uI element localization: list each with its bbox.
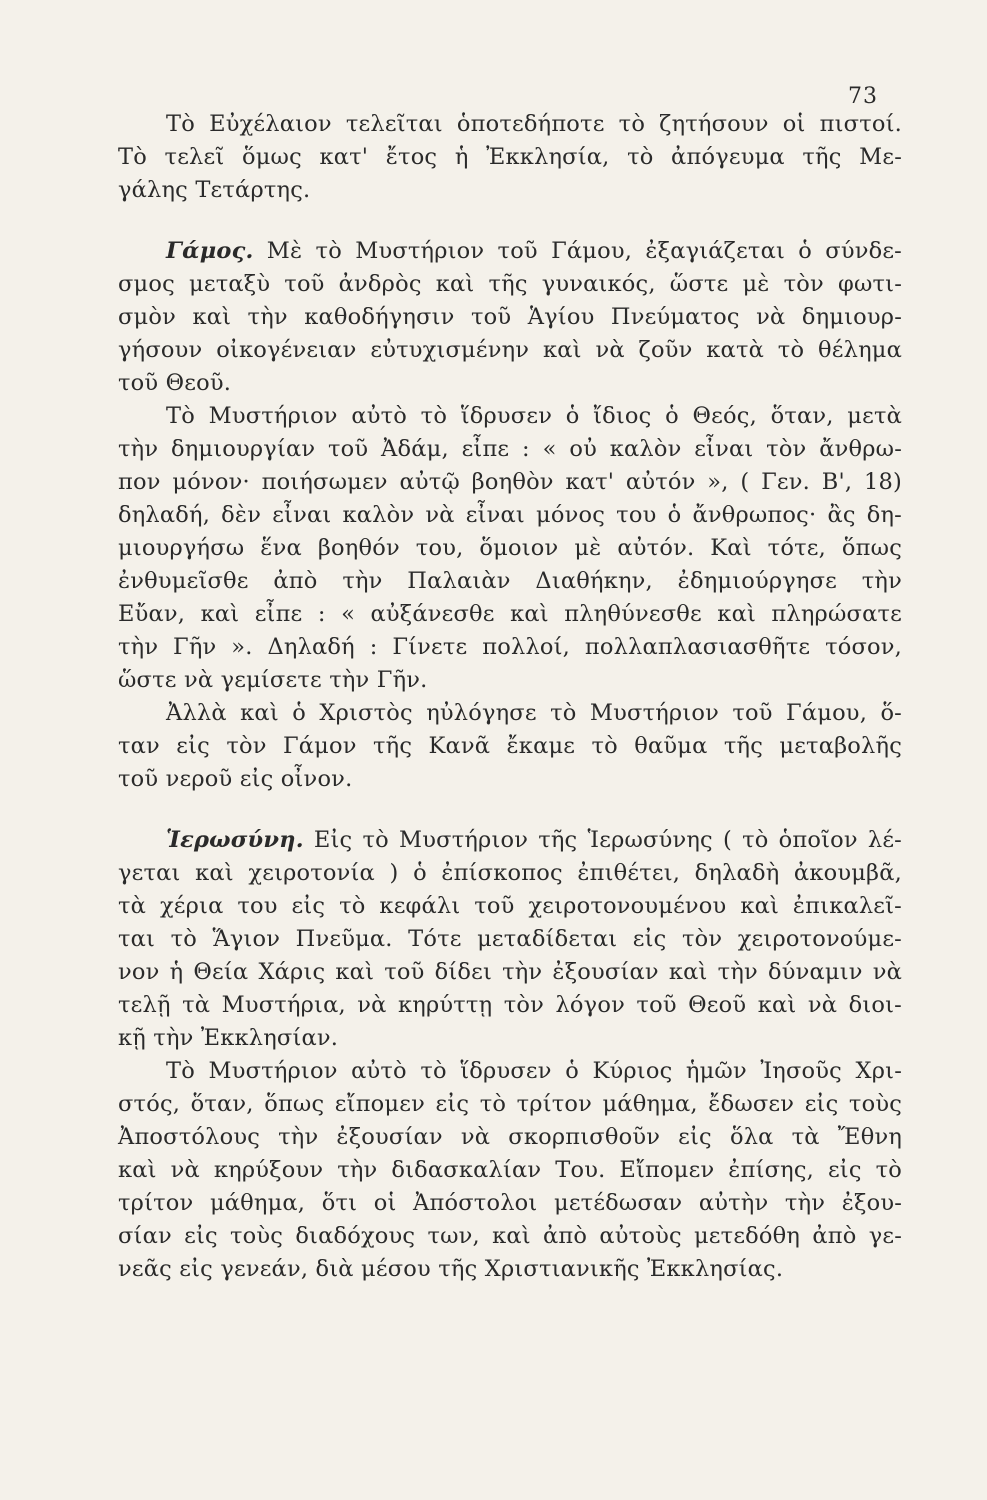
text-line: Ἀποστόλους τὴν ἐξουσίαν νὰ σκορπισθοῦν εἰς ὅλα τὰ Ἔθνη xyxy=(118,1124,902,1150)
page-number: 73 xyxy=(848,84,878,109)
text-line xyxy=(118,824,902,857)
paragraph-gamos xyxy=(118,235,902,400)
text-line: σίαν εἰς τοὺς διαδόχους των, καὶ ἀπὸ αὐτοὺς μετεδόθη ἀπὸ γε- xyxy=(118,1223,902,1249)
text-line: τελῇ τὰ Μυστήρια, νὰ κηρύττῃ τὸν λόγον τοῦ Θεοῦ καὶ νὰ διοι- xyxy=(118,992,902,1018)
text-line: τοῦ Θεοῦ. xyxy=(118,370,232,396)
paragraph-ierosyni xyxy=(118,824,902,1055)
text-line: νεᾶς εἰς γενεάν, διὰ μέσου τῆς Χριστιανικῆς Ἐκκλησίας. xyxy=(118,1256,784,1282)
paragraph-euchelaion xyxy=(118,108,902,207)
text-line: ται τὸ Ἅγιον Πνεῦμα. Τότε μεταδίδεται εἰς τὸν χειροτονούμε- xyxy=(118,926,902,952)
text-line xyxy=(118,235,902,268)
text-line: μιουργήσω ἕνα βοηθόν του, ὅμοιον μὲ αὐτόν. Καὶ τότε, ὅπως xyxy=(118,535,902,561)
text-line: γάλης Τετάρτης. xyxy=(118,177,311,203)
paragraph-founding-of-marriage xyxy=(118,400,902,697)
text-line: Εὔαν, καὶ εἶπε : « αὐξάνεσθε καὶ πληθύνεσθε καὶ πληρώσατε xyxy=(118,601,902,627)
section-heading-gamos: Γάμος. xyxy=(166,238,254,264)
text-line: ὥστε νὰ γεμίσετε τὴν Γῆν. xyxy=(118,667,428,693)
text-line: πον μόνον· ποιήσωμεν αὐτῷ βοηθὸν κατ' αὐτόν », ( Γεν. Β', 18) xyxy=(118,469,902,495)
text-line: κῇ τὴν Ἐκκλησίαν. xyxy=(118,1025,339,1051)
text-run: Μὲ τὸ Μυστήριον τοῦ Γάμου, ἐξαγιάζεται ὁ σύνδε- xyxy=(266,238,902,264)
text-line: Τὸ Εὐχέλαιον τελεῖται ὁποτεδήποτε τὸ ζητήσουν οἱ πιστοί. xyxy=(166,111,902,137)
text-line: τὴν Γῆν ». Δηλαδή : Γίνετε πολλοί, πολλαπλασιασθῆτε τόσον, xyxy=(118,634,902,660)
paragraph-cana xyxy=(118,697,902,796)
paragraph-apostolic-succession xyxy=(118,1055,902,1286)
text-line: Τὸ Μυστήριον αὐτὸ τὸ ἵδρυσεν ὁ ἴδιος ὁ Θεός, ὅταν, μετὰ xyxy=(166,403,902,429)
text-line: ἐνθυμεῖσθε ἀπὸ τὴν Παλαιὰν Διαθήκην, ἐδημιούργησε τὴν xyxy=(118,568,902,594)
text-line: Τὸ τελεῖ ὅμως κατ' ἔτος ἡ Ἐκκλησία, τὸ ἀπόγευμα τῆς Με- xyxy=(118,144,902,170)
text-line: καὶ νὰ κηρύξουν τὴν διδασκαλίαν Του. Εἴπομεν ἐπίσης, εἰς τὸ xyxy=(118,1157,902,1183)
page-body xyxy=(118,108,902,1286)
text-line: τὰ χέρια του εἰς τὸ κεφάλι τοῦ χειροτονουμένου καὶ ἐπικαλεῖ- xyxy=(118,893,902,919)
text-line: δηλαδή, δὲν εἶναι καλὸν νὰ εἶναι μόνος του ὁ ἄνθρωπος· ἂς δη- xyxy=(118,502,902,528)
text-line: τοῦ νεροῦ εἰς οἶνον. xyxy=(118,766,353,792)
text-line: σμὸν καὶ τὴν καθοδήγησιν τοῦ Ἁγίου Πνεύματος νὰ δημιουρ- xyxy=(118,304,902,330)
text-line: ταν εἰς τὸν Γάμον τῆς Κανᾶ ἔκαμε τὸ θαῦμα τῆς μεταβολῆς xyxy=(118,733,902,759)
text-run: Εἰς τὸ Μυστήριον τῆς Ἱερωσύνης ( τὸ ὁποῖον λέ- xyxy=(313,827,902,853)
text-line: Ἀλλὰ καὶ ὁ Χριστὸς ηὐλόγησε τὸ Μυστήριον τοῦ Γάμου, ὅ- xyxy=(166,700,902,726)
text-line: στός, ὅταν, ὅπως εἴπομεν εἰς τὸ τρίτον μάθημα, ἔδωσεν εἰς τοὺς xyxy=(118,1091,902,1117)
text-line: Τὸ Μυστήριον αὐτὸ τὸ ἵδρυσεν ὁ Κύριος ἡμῶν Ἰησοῦς Χρι- xyxy=(166,1058,902,1084)
text-line: γεται καὶ χειροτονία ) ὁ ἐπίσκοπος ἐπιθέτει, δηλαδὴ ἀκουμβᾶ, xyxy=(118,860,902,886)
text-line: τὴν δημιουργίαν τοῦ Ἀδάμ, εἶπε : « οὐ καλὸν εἶναι τὸν ἄνθρω- xyxy=(118,436,902,462)
text-line: νον ἡ Θεία Χάρις καὶ τοῦ δίδει τὴν ἐξουσίαν καὶ τὴν δύναμιν νὰ xyxy=(118,959,902,985)
text-line: γήσουν οἰκογένειαν εὐτυχισμένην καὶ νὰ ζοῦν κατὰ τὸ θέλημα xyxy=(118,337,902,363)
text-line: σμος μεταξὺ τοῦ ἀνδρὸς καὶ τῆς γυναικός, ὥστε μὲ τὸν φωτι- xyxy=(118,271,902,297)
section-heading-ierosyni: Ἱερωσύνη. xyxy=(166,827,304,853)
text-line: τρίτον μάθημα, ὅτι οἱ Ἀπόστολοι μετέδωσαν αὐτὴν τὴν ἐξου- xyxy=(118,1190,902,1216)
